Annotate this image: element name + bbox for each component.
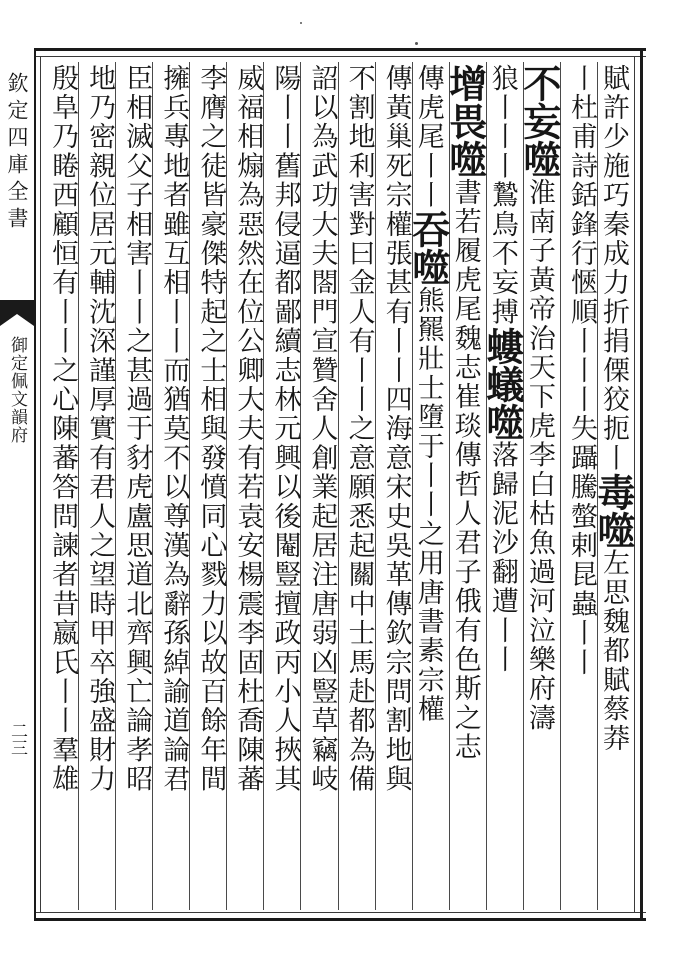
column-text: 李膺之徒皆豪傑特起之士相與發憤同心戮力以故百餘年間 <box>195 64 227 794</box>
column-text: 賦許少施巧秦成力折捐傈狡扼 <box>598 64 629 444</box>
text-column <box>442 64 488 906</box>
text-column <box>562 64 595 906</box>
text-column <box>479 64 525 906</box>
top-border-thick <box>34 48 646 51</box>
column-text: 螫剌昆蟲丨丨 <box>565 502 597 678</box>
text-column <box>228 64 264 906</box>
column-text: 熊羆壯士墮于丨丨之用唐書素宗權 <box>412 286 444 724</box>
column-text: 狼丨丨丨鷙鳥不妄搏 <box>486 64 518 327</box>
text-column <box>154 64 190 906</box>
text-column <box>117 64 153 906</box>
text-column <box>377 64 410 906</box>
text-column <box>43 64 79 906</box>
column-text: 落歸泥沙翻遭丨丨 <box>486 440 518 675</box>
text-column <box>265 64 301 906</box>
scan-speck <box>415 42 418 45</box>
page-number: 二三 <box>7 722 27 756</box>
column-text: 地乃密親位居元輔沈深謹厚實有君人之望時甲卒強盛財力 <box>84 64 116 794</box>
section-title: 御定佩文韻府 <box>7 336 27 444</box>
column-rule <box>560 62 561 910</box>
column-text: 詔以為武功大夫閤門宣贊舍人創業起居注唐弱凶豎草竊岐 <box>306 64 338 794</box>
column-text: 不割地利害對曰金人有丨丨之意願悉起關中士馬赴都為備 <box>343 64 375 794</box>
column-text: 左思魏都賦蔡莽 <box>598 548 629 754</box>
column-text: 殷阜乃睠西顧恒有丨丨之心陳蕃答問諫者昔嬴氏丨丨羣雄 <box>47 64 79 794</box>
entry-headword: 毒噬 <box>591 472 636 549</box>
entry-headword: 增畏噬 <box>442 64 488 178</box>
block-heart-line <box>40 56 41 913</box>
left-border <box>34 48 36 921</box>
column-text: 陽丨丨舊邦侵逼都鄙續志林元興以後閹豎擅政丙小人挾其 <box>269 64 301 794</box>
column-text: 魏志崔琰傳哲人君子俄有色斯之志 <box>449 324 481 762</box>
bottom-border-thin <box>34 912 646 913</box>
column-text: 擁兵專地者雖互相丨丨而猶莫不以尊漢為辭孫綽諭道論君 <box>158 64 190 794</box>
entry-headword: 吞噬 <box>405 210 451 286</box>
fishtail-mark-icon <box>0 300 34 332</box>
text-column <box>302 64 338 906</box>
scan-speck <box>300 22 302 24</box>
column-text: 丨 <box>598 443 629 473</box>
column-text: 書若履虎尾 <box>449 178 481 324</box>
column-text: 威福相煽為惡然在位公卿大夫有若袁安楊震李固杜喬陳蕃 <box>232 64 264 794</box>
column-text: 臣相滅父子相害丨丨之甚過于豺虎盧思道北齊興亡論孝昭 <box>121 64 153 794</box>
column-text: 傳虎尾丨丨 <box>412 64 444 210</box>
entry-headword: 螻蟻噬 <box>479 326 525 441</box>
text-column <box>191 64 227 906</box>
column-text: 李白枯魚過河泣樂府濤 <box>523 440 555 733</box>
column-rule <box>115 62 116 910</box>
column-text: 丨杜甫詩銛鋒行愜順丨丨丨失躡騰 <box>565 64 597 502</box>
text-column <box>340 64 373 906</box>
column-text: 傳黃巢死宗權張甚有丨丨四海意宋史吳革傳欽宗問割地與 <box>380 64 412 794</box>
text-column <box>80 64 116 906</box>
top-border-thin <box>34 56 646 57</box>
column-rule <box>78 62 79 910</box>
text-column <box>516 64 562 906</box>
entry-headword: 不妄噬 <box>516 64 562 178</box>
bottom-border-thick <box>34 918 646 921</box>
text-column <box>405 64 451 906</box>
column-text: 淮南子黃帝治天下虎 <box>523 178 555 441</box>
text-column <box>591 64 636 906</box>
right-border-thick <box>640 48 643 921</box>
book-title: 欽定四庫全書 <box>5 72 29 234</box>
